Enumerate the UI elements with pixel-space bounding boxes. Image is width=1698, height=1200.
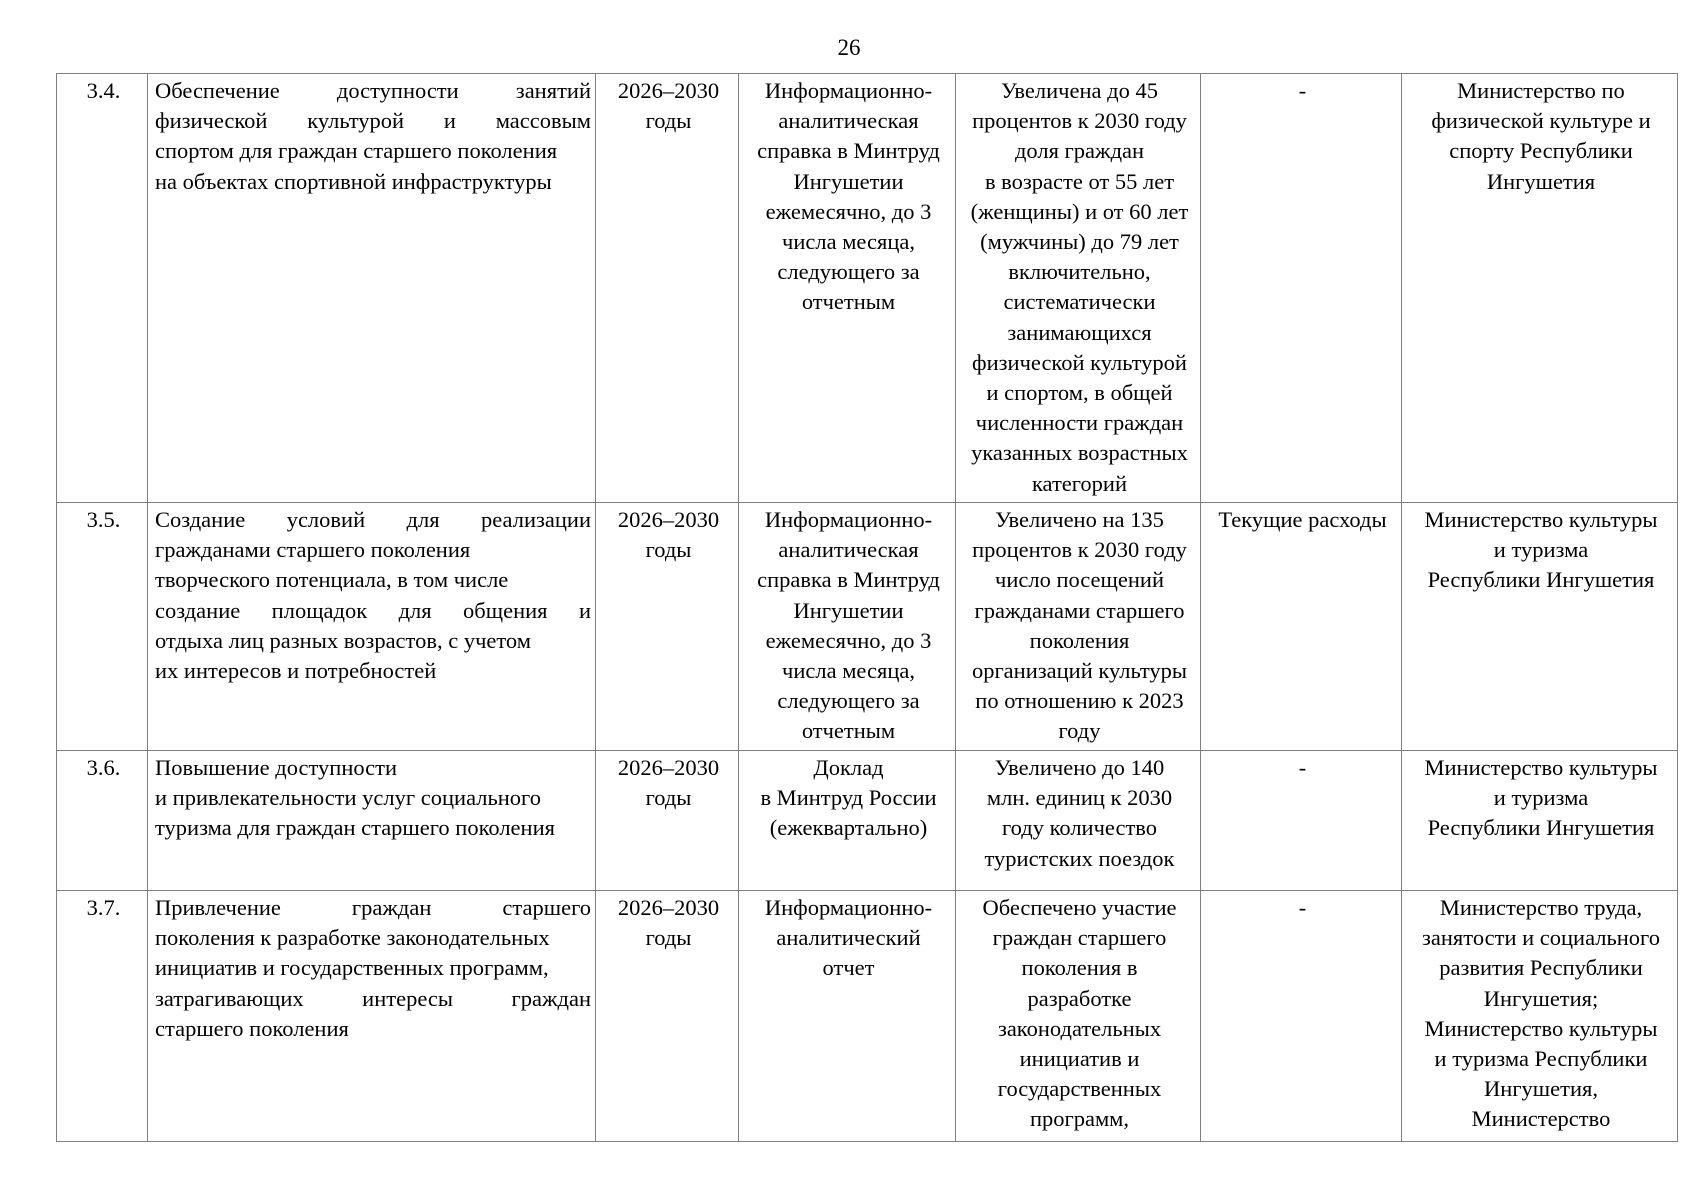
cell-funding-line: - <box>1298 78 1307 103</box>
cell-period-line: 2026–2030 <box>617 755 720 780</box>
cell-result-line: в возрасте от 55 лет <box>984 168 1175 194</box>
measures-table <box>56 73 1678 1142</box>
cell-reporting-line: справка в Минтруд <box>757 138 940 164</box>
table-row <box>57 891 1678 1142</box>
cell-responsible-line: Министерство культуры <box>1424 1015 1658 1041</box>
cell-funding-line: - <box>1298 755 1307 780</box>
cell-responsible-line: Республики Ингушетия <box>1427 815 1655 841</box>
cell-result-line: и спортом, в общей <box>986 380 1173 406</box>
cell-period-line: годы <box>645 785 692 811</box>
description-line: инициатив и государственных программ, <box>155 955 549 981</box>
cell-period <box>596 74 739 503</box>
description-line: Повышение доступности <box>155 755 398 780</box>
cell-reporting-line: аналитическая <box>778 537 919 563</box>
description-line: поколения к разработке законодательных <box>155 925 550 951</box>
cell-result-line: поколения в <box>1021 955 1138 981</box>
cell-reporting-line: Доклад <box>813 755 884 780</box>
cell-reporting-line: следующего за <box>777 259 920 285</box>
cell-result-line: граждан старшего <box>992 925 1167 951</box>
description-line: туризма для граждан старшего поколения <box>155 815 555 841</box>
description-line: и привлекательности услуг социального <box>155 785 541 811</box>
cell-reporting <box>739 751 956 891</box>
cell-item-number: 3.5. <box>57 503 148 751</box>
cell-result-line: гражданами старшего <box>974 597 1185 623</box>
cell-result-line: Увеличена до 45 <box>1001 78 1158 103</box>
cell-period-line: 2026–2030 <box>617 78 720 103</box>
cell-reporting-line: (ежеквартально) <box>769 815 928 841</box>
cell-reporting-line: аналитическая <box>778 108 919 134</box>
cell-result-line: программ, <box>1029 1106 1130 1132</box>
cell-result-line: году <box>1058 718 1101 744</box>
cell-result <box>956 891 1201 1142</box>
cell-result-line: процентов к 2030 году <box>972 537 1187 563</box>
cell-period-line: 2026–2030 <box>617 895 720 920</box>
cell-result-line: туристских поездок <box>984 845 1175 871</box>
cell-result-line: категорий <box>1031 470 1128 496</box>
cell-funding <box>1201 503 1402 751</box>
cell-reporting-line: справка в Минтруд <box>757 567 940 593</box>
cell-responsible-line: и туризма <box>1493 785 1589 811</box>
cell-result-line: систематически <box>1003 289 1156 315</box>
cell-responsible-line: Министерство культуры <box>1424 507 1658 532</box>
cell-result-line: законодательных <box>997 1015 1162 1041</box>
cell-reporting-line: Ингушетии <box>793 597 904 623</box>
cell-reporting-line: отчетным <box>801 289 896 315</box>
cell-description <box>148 74 596 503</box>
cell-period-line: годы <box>645 537 692 563</box>
cell-responsible-line: и туризма Республики <box>1434 1046 1648 1072</box>
table-row <box>57 751 1678 891</box>
description-line: отдыха лиц разных возрастов, с учетом <box>155 627 531 653</box>
description-line: гражданами старшего поколения <box>155 537 471 563</box>
cell-reporting-line: числа месяца, <box>782 229 915 255</box>
cell-responsible-line: развития Республики <box>1439 955 1643 981</box>
description-line: Обеспечение доступности занятий <box>155 78 591 103</box>
cell-funding <box>1201 891 1402 1142</box>
cell-responsible-line: Ингушетия; <box>1483 985 1599 1011</box>
cell-item-number: 3.6. <box>57 751 148 891</box>
cell-result-line: численности граждан <box>975 410 1184 436</box>
cell-reporting-line: Информационно- <box>764 78 933 103</box>
cell-description <box>148 891 596 1142</box>
description-line: творческого потенциала, в том числе <box>155 567 509 593</box>
cell-result-line: число посещений <box>995 567 1164 593</box>
cell-reporting-line: отчетным <box>801 718 896 744</box>
table-row <box>57 74 1678 503</box>
cell-result <box>956 751 1201 891</box>
cell-reporting-line: в Минтруд России <box>760 785 937 811</box>
description-line: на объектах спортивной инфраструктуры <box>155 168 552 194</box>
cell-period <box>596 751 739 891</box>
cell-item-number: 3.4. <box>57 74 148 503</box>
cell-result-line: процентов к 2030 году <box>972 108 1187 134</box>
cell-reporting-line: ежемесячно, до 3 <box>765 198 932 224</box>
cell-period <box>596 891 739 1142</box>
cell-reporting-line: ежемесячно, до 3 <box>765 627 932 653</box>
cell-period <box>596 503 739 751</box>
cell-responsible-line: Ингушетия, <box>1484 1076 1598 1102</box>
cell-reporting-line: Информационно- <box>764 507 933 532</box>
cell-reporting-line: аналитический <box>776 925 921 951</box>
description-line: спортом для граждан старшего поколения <box>155 138 558 164</box>
cell-result-line: году количество <box>1001 815 1157 841</box>
description-line: Создание условий для реализации <box>155 507 591 532</box>
cell-responsible-line: занятости и социального <box>1422 925 1660 951</box>
cell-funding <box>1201 751 1402 891</box>
description-line: Привлечение граждан старшего <box>155 895 591 920</box>
cell-responsible-line: Министерство <box>1471 1106 1611 1132</box>
cell-result-line: физической культурой <box>972 349 1187 375</box>
cell-reporting-line: Информационно- <box>764 895 933 920</box>
cell-result-line: Увеличено на 135 <box>995 507 1164 532</box>
cell-result-line: по отношению к 2023 <box>975 688 1184 714</box>
cell-responsible-line: и туризма <box>1493 537 1589 563</box>
cell-result-line: Увеличено до 140 <box>994 755 1165 780</box>
cell-reporting-line: Ингушетии <box>793 168 904 194</box>
cell-item-number: 3.7. <box>57 891 148 1142</box>
description-line: затрагивающих интересы граждан <box>155 985 591 1011</box>
cell-responsible-line: Министерство по <box>1457 78 1625 103</box>
cell-result-line: млн. единиц к 2030 <box>986 785 1173 811</box>
page-number: 26 <box>837 35 861 60</box>
cell-responsible-line: Министерство культуры <box>1424 755 1658 780</box>
cell-reporting <box>739 503 956 751</box>
description-line: старшего поколения <box>155 1015 349 1041</box>
cell-result-line: инициатив и <box>1019 1046 1140 1072</box>
cell-responsible-line: Республики Ингушетия <box>1427 567 1655 593</box>
cell-description <box>148 751 596 891</box>
cell-result-line: государственных <box>997 1076 1162 1102</box>
cell-result-line: разработке <box>1027 985 1132 1011</box>
cell-responsible <box>1402 891 1678 1142</box>
cell-result-line: поколения <box>1029 627 1130 653</box>
cell-responsible-line: физической культуре и <box>1431 108 1651 134</box>
cell-reporting-line: следующего за <box>777 688 920 714</box>
cell-result-line: Обеспечено участие <box>982 895 1177 920</box>
cell-result-line: (мужчины) до 79 лет <box>980 229 1179 255</box>
description-line: их интересов и потребностей <box>155 658 437 684</box>
cell-description <box>148 503 596 751</box>
cell-reporting-line: числа месяца, <box>782 658 915 684</box>
cell-funding-line: Текущие расходы <box>1218 507 1387 532</box>
cell-period-line: годы <box>645 925 692 951</box>
cell-responsible-line: спорту Республики <box>1449 138 1633 164</box>
cell-period-line: 2026–2030 <box>617 507 720 532</box>
cell-result-line: указанных возрастных <box>971 440 1188 466</box>
cell-responsible-line: Ингушетия <box>1486 168 1596 194</box>
cell-result <box>956 503 1201 751</box>
cell-responsible-line: Министерство труда, <box>1439 895 1643 920</box>
cell-result <box>956 74 1201 503</box>
table-row <box>57 503 1678 751</box>
cell-funding <box>1201 74 1402 503</box>
cell-reporting <box>739 74 956 503</box>
cell-funding-line: - <box>1298 895 1307 920</box>
cell-responsible <box>1402 503 1678 751</box>
description-line: создание площадок для общения и <box>155 597 591 623</box>
cell-reporting <box>739 891 956 1142</box>
description-line: физической культурой и массовым <box>155 108 591 134</box>
cell-result-line: занимающихся <box>1007 319 1152 345</box>
cell-result-line: доля граждан <box>1014 138 1145 164</box>
cell-responsible <box>1402 751 1678 891</box>
cell-result-line: организаций культуры <box>971 658 1188 684</box>
cell-responsible <box>1402 74 1678 503</box>
cell-reporting-line: отчет <box>822 955 875 981</box>
cell-period-line: годы <box>645 108 692 134</box>
cell-result-line: включительно, <box>1008 259 1151 285</box>
cell-result-line: (женщины) и от 60 лет <box>970 198 1189 224</box>
